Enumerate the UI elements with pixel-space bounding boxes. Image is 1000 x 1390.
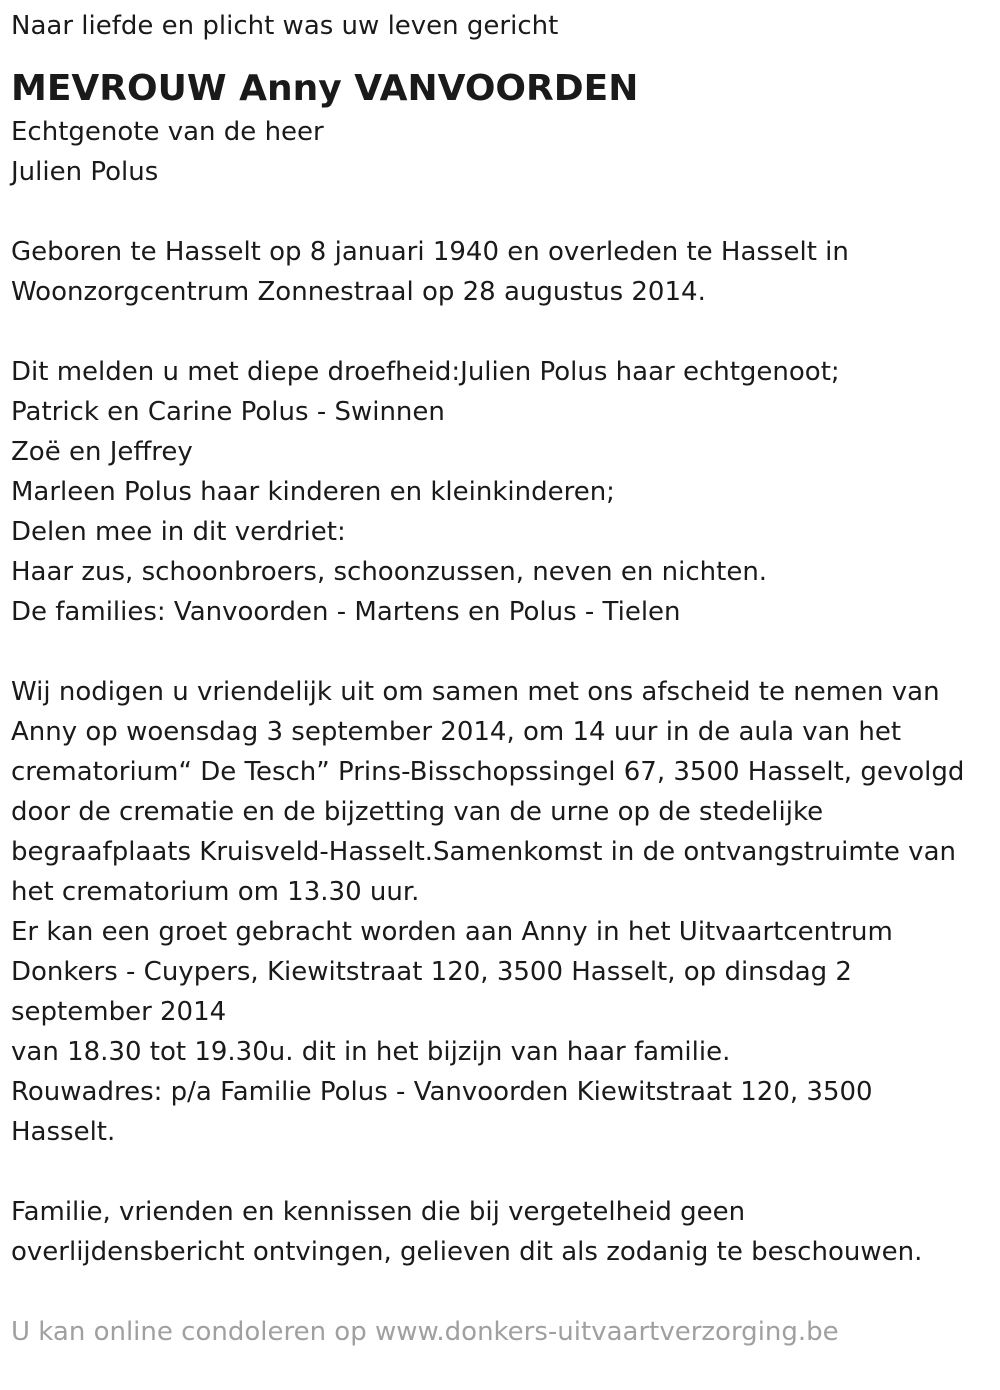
obituary-page — [11, 6, 991, 1352]
ceremony-line: Er kan een groet gebracht worden aan Anny in het Uitvaartcentrum — [11, 917, 893, 947]
ceremony-line: Rouwadres: p/a Familie Polus - Vanvoorden Kiewitstraat 120, 3500 — [11, 1077, 873, 1107]
ceremony-line: begraafplaats Kruisveld-Hasselt.Samenkomst in de ontvangstruimte van — [11, 837, 956, 867]
spacer — [11, 192, 991, 232]
family-line: Delen mee in dit verdriet: — [11, 517, 346, 547]
ceremony-line: Donkers - Cuypers, Kiewitstraat 120, 3500 Hasselt, op dinsdag 2 — [11, 957, 852, 987]
spacer — [11, 46, 991, 64]
spacer — [11, 632, 991, 672]
closing-line: overlijdensbericht ontvingen, gelieven dit als zodanig te beschouwen. — [11, 1237, 923, 1267]
family-line: Dit melden u met diepe droefheid:Julien Polus haar echtgenoot; — [11, 357, 840, 387]
ceremony-line: Hasselt. — [11, 1117, 116, 1147]
family-line: Zoë en Jeffrey — [11, 437, 193, 467]
ceremony-line: september 2014 — [11, 997, 227, 1027]
birth-death-line: Geboren te Hasselt op 8 januari 1940 en overleden te Hasselt in — [11, 237, 849, 267]
closing-line: Familie, vrienden en kennissen die bij vergetelheid geen — [11, 1197, 746, 1227]
family-line: Patrick en Carine Polus - Swinnen — [11, 397, 445, 427]
condolence-link-text: U kan online condoleren op www.donkers-uitvaartverzorging.be — [11, 1317, 839, 1347]
motto: Naar liefde en plicht was uw leven gericht — [11, 11, 559, 41]
ceremony-line: het crematorium om 13.30 uur. — [11, 877, 420, 907]
deceased-name: MEVROUW Anny VANVOORDEN — [11, 68, 639, 109]
ceremony-line: door de crematie en de bijzetting van de urne op de stedelijke — [11, 797, 824, 827]
spacer — [11, 1272, 991, 1312]
spouse-name: Julien Polus — [11, 157, 159, 187]
spacer — [11, 312, 991, 352]
ceremony-line: Anny op woensdag 3 september 2014, om 14 uur in de aula van het — [11, 717, 902, 747]
spacer — [11, 1152, 991, 1192]
spouse-line: Echtgenote van de heer — [11, 117, 324, 147]
birth-death-line: Woonzorgcentrum Zonnestraal op 28 augustus 2014. — [11, 277, 706, 307]
family-line: De families: Vanvoorden - Martens en Polus - Tielen — [11, 597, 681, 627]
family-line: Marleen Polus haar kinderen en kleinkinderen; — [11, 477, 615, 507]
ceremony-line: crematorium“ De Tesch” Prins-Bisschopssingel 67, 3500 Hasselt, gevolgd — [11, 757, 965, 787]
ceremony-line: van 18.30 tot 19.30u. dit in het bijzijn van haar familie. — [11, 1037, 731, 1067]
family-line: Haar zus, schoonbroers, schoonzussen, neven en nichten. — [11, 557, 768, 587]
ceremony-line: Wij nodigen u vriendelijk uit om samen met ons afscheid te nemen van — [11, 677, 940, 707]
